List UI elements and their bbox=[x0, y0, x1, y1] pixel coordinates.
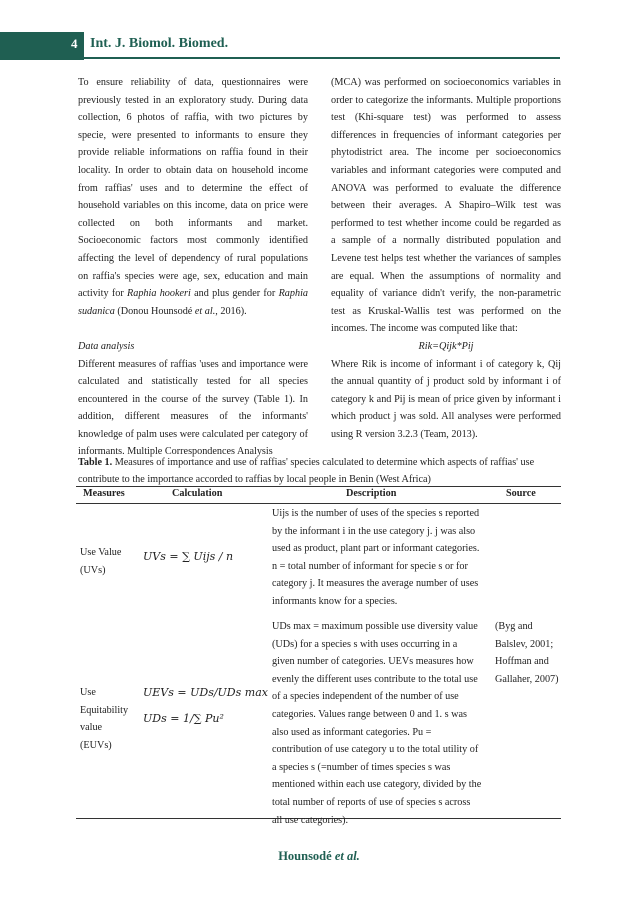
header-measures: Measures bbox=[83, 488, 125, 499]
table-header-rule bbox=[76, 503, 561, 504]
table-top-rule bbox=[76, 486, 561, 487]
equation-explanation: Where Rik is income of informant i of category k, Qij the annual quantity of j product sold by informant i of category k and Pij is mean of price given by informant i which product j was sold. All analyses were performed using R version 3.2.3 (Team, 2013). bbox=[331, 358, 561, 440]
page-number: 4 bbox=[71, 36, 78, 51]
formula-uds: UDs = 1/∑ Pu² bbox=[143, 712, 224, 725]
header-calculation: Calculation bbox=[172, 488, 223, 499]
data-analysis-paragraph: Different measures of raffias 'uses and importance were calculated and statistically tested for all species encountered in the course of the survey (Table 1). In addition, different measures of the informants' knowledge of palm uses were calculated per category of informants. Multiple Correspondences Analysis bbox=[78, 358, 308, 458]
methods-paragraph: To ensure reliability of data, questionnaires were previously tested in an exploratory study. During data collection, 6 photos of raffia, with two pictures by specie, were presented to informants to ensure they provide reliable informations on raffia found in their locality. In order to obtain data on household income from raffias' uses and to determine the effect of household variables on this income, data on price were collected on both informants and market. Socioeconomic factors most commonly identified affecting the level of dependency of rural populations on raffia's species were age, sex, education and main activity for Raphia hookeri and plus gender for Raphia sudanica (Donou Hounsodé et al., 2016). bbox=[78, 77, 308, 317]
right-column bbox=[331, 74, 561, 443]
measure-use-value: Use Value (UVs) bbox=[80, 547, 122, 576]
header-source: Source bbox=[506, 488, 536, 499]
income-equation: Rik=Qijk*Pij bbox=[418, 340, 474, 352]
journal-title: Int. J. Biomol. Biomed. bbox=[90, 36, 229, 51]
analysis-paragraph: (MCA) was performed on socioeconomics variables in order to categorize the informants. Multiple proportions test (Khi-square test) was performed to assess differences in frequencies of informant categories per phytodistrict area. The income per socioeconomics variables and informant categories were computed and ANOVA was performed to evaluate the difference between their averages. A Shapiro–Wilk test was performed to test whether income could be regarded as a sample of a normally distributed population and Levene test helps test whether the variances of samples are equal. When the assumptions of normality and equality of variance didn't verify, the non-parametric test as Kruskal-Wallis test was performed on the incomes. The income was computed like that: bbox=[331, 77, 561, 335]
header-rule bbox=[84, 57, 560, 59]
formula-uvs: UVs = ∑ Uijs / n bbox=[143, 550, 234, 563]
measure-equitability: Use Equitability value (EUVs) bbox=[80, 687, 129, 751]
left-column bbox=[78, 74, 308, 461]
footer-author: Hounsodé et al. bbox=[278, 849, 360, 863]
formula-uevs: UEVs = UDs/UDs max bbox=[143, 686, 268, 699]
header-description: Description bbox=[346, 488, 397, 499]
table-caption: Table 1. Measures of importance and use of raffias' species calculated to determine which aspects of raffias' use contribute to the importance accorded to raffias by local people in Benin (West Africa) bbox=[78, 457, 535, 485]
source-citation: (Byg and Balslev, 2001; Hoffman and Gallaher, 2007) bbox=[495, 621, 559, 685]
section-heading: Data analysis bbox=[78, 340, 135, 352]
description-equitability: UDs max = maximum possible use diversity value (UDs) for a species s with uses occurring in a given number of categories. UEVs measures how evenly the different uses contribute to the total use of a species independent of the number of use categories. Values range between 0 and 1. s was also used as informant categories. Pu = contribution of use category u to the total utility of a species s (=number of times species s was mentioned within each use category, divided by the total number of reports of use of species s across all use categories). bbox=[272, 621, 482, 826]
description-use-value: Uijs is the number of uses of the species s reported by the informant i in the use category j. j was also used as product, plant part or informant categories. n = total number of informant for specie s or for category j. It measures the average number of uses informants know for a species. bbox=[272, 508, 480, 607]
